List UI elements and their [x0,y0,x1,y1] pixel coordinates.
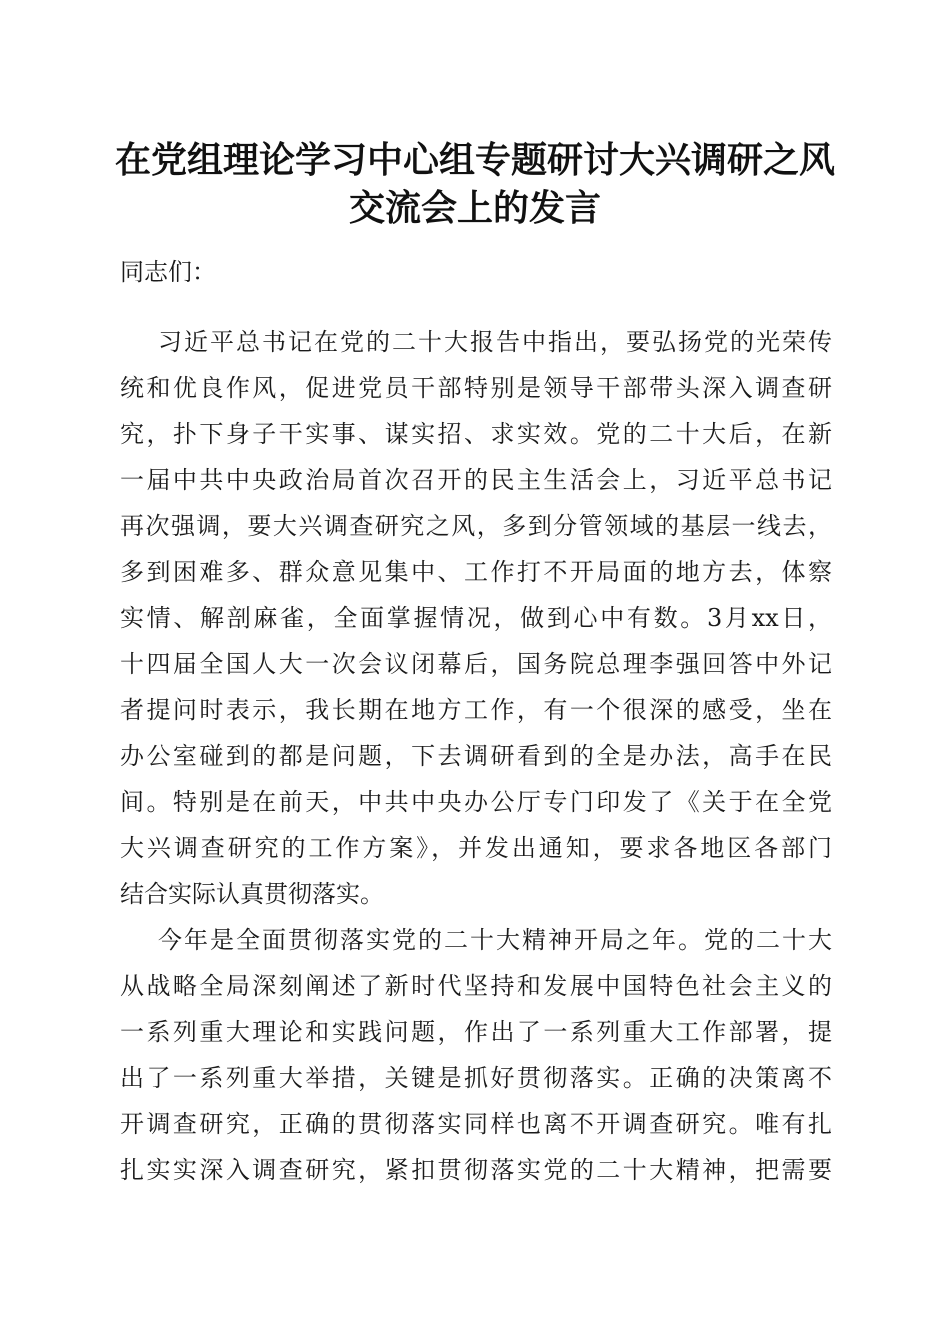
paragraph-1-line: 间。特别是在前天，中共中央办公厅专门印发了《关于在全党 [120,788,832,816]
paragraph-1-line: 办公室碰到的都是问题，下去调研看到的全是办法，高手在民 [120,742,832,770]
paragraph-1-line: 大兴调查研究的工作方案》，并发出通知，要求各地区各部门 [120,834,832,862]
document-title-line-2: 交流会上的发言 [348,187,601,229]
paragraph-1-line: 习近平总书记在党的二十大报告中指出，要弘扬党的光荣传 [158,328,832,356]
paragraph-1-line: 实情、解剖麻雀，全面掌握情况，做到心中有数。3月xx日， [120,604,832,632]
paragraph-1-line: 统和优良作风，促进党员干部特别是领导干部带头深入调查研 [120,374,832,402]
paragraph-1-line: 者提问时表示，我长期在地方工作，有一个很深的感受，坐在 [120,696,832,724]
paragraph-1-line: 多到困难多、群众意见集中、工作打不开局面的地方去，体察 [120,558,832,586]
paragraph-2-line: 一系列重大理论和实践问题，作出了一系列重大工作部署，提 [120,1018,832,1046]
paragraph-2-line: 扎实实深入调查研究，紧扣贯彻落实党的二十大精神，把需要 [120,1156,832,1184]
paragraph-1-line: 结合实际认真贯彻落实。 [120,880,384,908]
document-title-line-1: 在党组理论学习中心组专题研讨大兴调研之风 [114,139,835,181]
paragraph-2-line: 开调查研究，正确的贯彻落实同样也离不开调查研究。唯有扎 [120,1110,832,1138]
paragraph-2-line: 出了一系列重大举措，关键是抓好贯彻落实。正确的决策离不 [120,1064,832,1092]
paragraph-1-line: 十四届全国人大一次会议闭幕后，国务院总理李强回答中外记 [120,650,832,678]
paragraph-2-line: 从战略全局深刻阐述了新时代坚持和发展中国特色社会主义的 [120,972,832,1000]
paragraph-1-line: 再次强调，要大兴调查研究之风，多到分管领域的基层一线去， [120,512,832,540]
paragraph-2-line: 今年是全面贯彻落实党的二十大精神开局之年。党的二十大 [158,926,832,954]
paragraph-1-line: 究，扑下身子干实事、谋实招、求实效。党的二十大后，在新 [120,420,832,448]
salutation: 同志们： [120,258,216,286]
paragraph-1-line: 一届中共中央政治局首次召开的民主生活会上，习近平总书记 [120,466,832,494]
